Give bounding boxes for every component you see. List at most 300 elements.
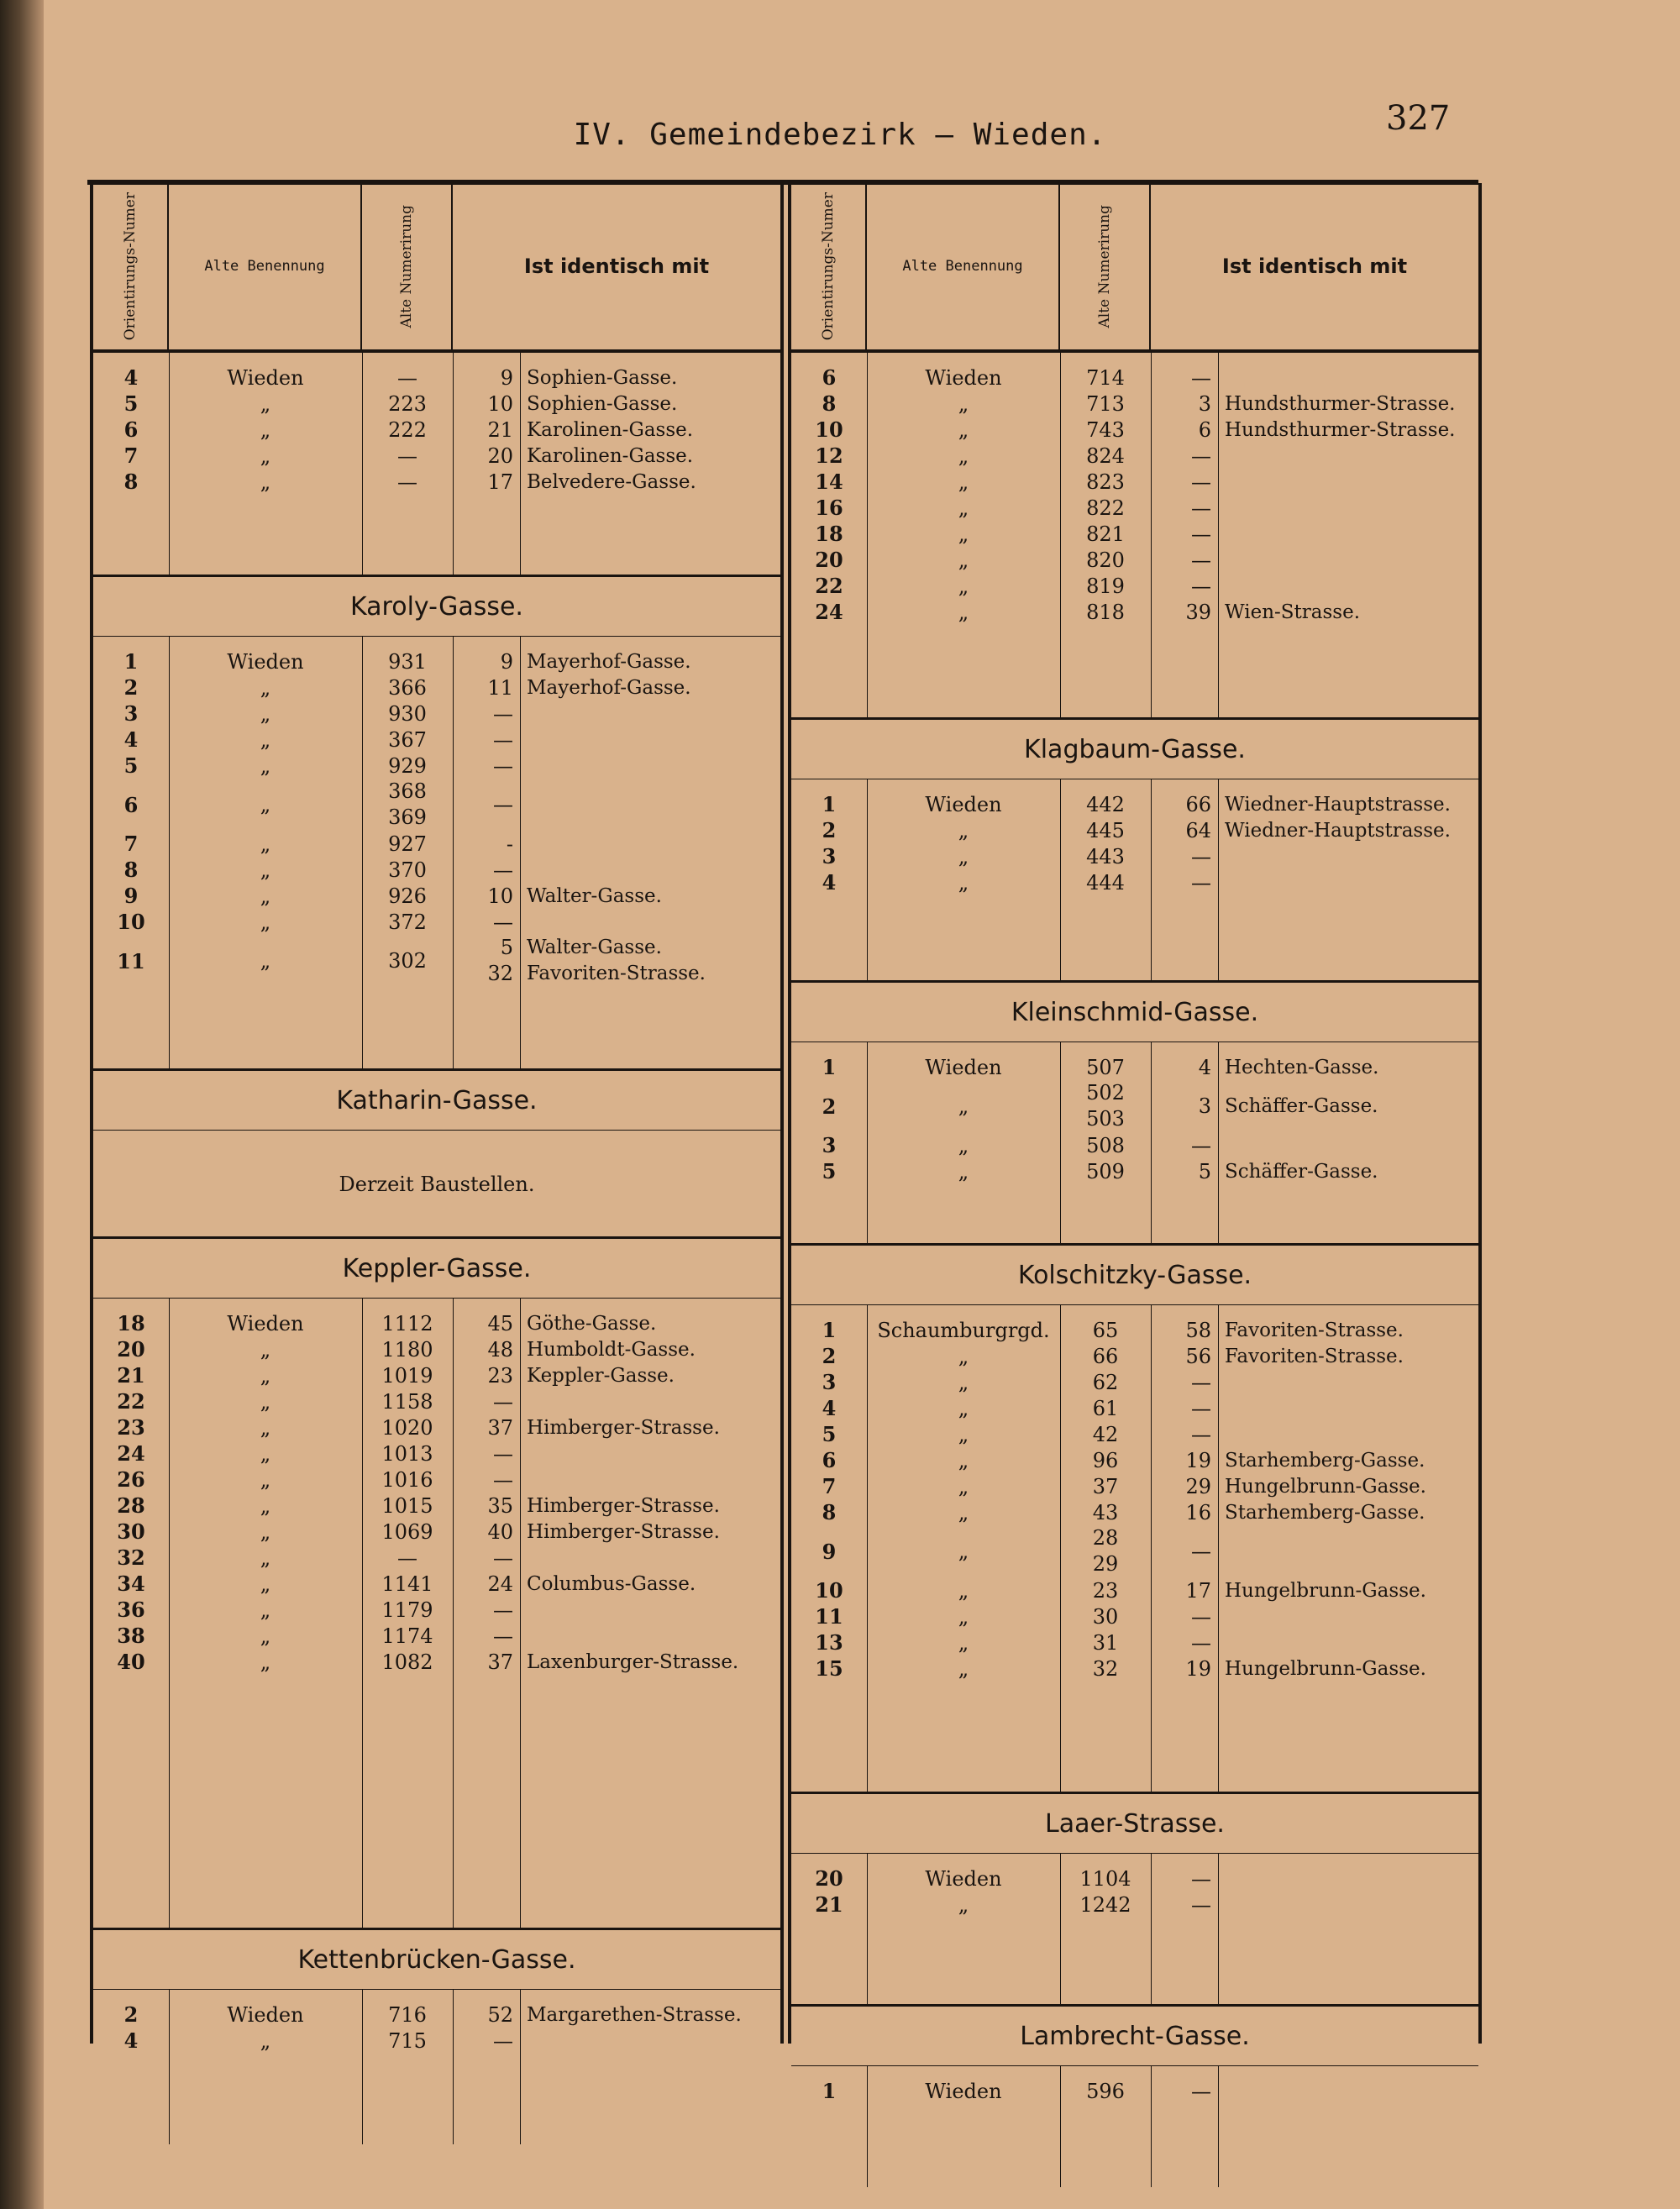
identical-street-part: Favoriten-Strasse.	[527, 963, 706, 984]
new-number: —	[1191, 1370, 1211, 1394]
alte-benennung: Wieden	[925, 792, 1002, 816]
alte-numerirung: 507	[1086, 1055, 1125, 1079]
alte-benennung: „	[260, 1415, 271, 1440]
street-section	[93, 1236, 780, 1928]
table-row	[791, 1343, 1478, 1369]
alte-numerirung: 1015	[381, 1493, 433, 1518]
alte-benennung: „	[260, 1389, 271, 1414]
alte-numerirung-part: 29	[1092, 1552, 1119, 1576]
orientation-number: 6	[123, 792, 139, 817]
alte-benennung: Wieden	[925, 1866, 1002, 1891]
orientation-number: 3	[822, 844, 837, 868]
alte-numerirung: 444	[1086, 870, 1125, 895]
alte-benennung: „	[260, 675, 271, 700]
table-row	[93, 469, 780, 495]
book-spine	[0, 0, 44, 2209]
alte-benennung: „	[958, 1094, 969, 1118]
new-number: 9	[500, 365, 513, 390]
identical-street: Hungelbrunn-Gasse.	[1225, 1657, 1426, 1680]
alte-benennung: „	[260, 793, 271, 816]
orientation-number: 4	[123, 727, 139, 752]
new-number: —	[1191, 1540, 1211, 1563]
table-row	[791, 1865, 1478, 1892]
new-number: —	[493, 701, 513, 726]
alte-numerirung: 32	[1092, 1656, 1119, 1681]
table-row	[791, 869, 1478, 895]
new-number: —	[1191, 1630, 1211, 1655]
alte-numerirung: 1104	[1079, 1866, 1131, 1891]
identical-street: Keppler-Gasse.	[527, 1364, 675, 1387]
alte-numerirung: —	[397, 443, 417, 468]
new-number: —	[1191, 2079, 1211, 2103]
new-number: —	[493, 1441, 513, 1466]
alte-numerirung-part: 503	[1086, 1107, 1125, 1131]
table-row	[93, 1597, 780, 1623]
alte-benennung: „	[958, 1474, 969, 1498]
table-row	[93, 1649, 780, 1675]
table-row	[791, 1395, 1478, 1421]
new-number: 6	[1198, 417, 1211, 442]
alte-benennung: „	[958, 496, 969, 520]
section-rows	[791, 2066, 1478, 2187]
table-row	[791, 1629, 1478, 1655]
new-number: —	[1191, 365, 1211, 390]
street-section	[791, 353, 1478, 717]
alte-numerirung: 30	[1092, 1604, 1119, 1629]
orientation-number: 24	[117, 1441, 145, 1466]
orientation-number: 2	[822, 1094, 837, 1119]
alte-numerirung: 442	[1086, 792, 1125, 816]
alte-numerirung: 931	[388, 649, 427, 674]
orientation-number: 1	[822, 1318, 837, 1342]
new-number: —	[1191, 443, 1211, 468]
table-row	[93, 1362, 780, 1388]
orientation-number: 1	[123, 649, 139, 674]
alte-numerirung-part: 369	[388, 805, 427, 829]
new-number: 58	[1185, 1318, 1211, 1342]
new-number: 19	[1185, 1448, 1211, 1472]
section-rows	[791, 1305, 1478, 1792]
table-row	[93, 2002, 780, 2028]
identical-street: Schäffer-Gasse.	[1225, 1160, 1378, 1183]
alte-numerirung	[362, 779, 453, 831]
new-number: 4	[1198, 1055, 1211, 1079]
orientation-number: 7	[822, 1474, 837, 1498]
alte-benennung: „	[958, 1630, 969, 1655]
section-title: Kleinschmid-Gasse.	[791, 983, 1478, 1042]
table-row	[93, 1493, 780, 1519]
table-row	[791, 573, 1478, 599]
alte-benennung: „	[260, 470, 271, 494]
table-row	[791, 1499, 1478, 1525]
alte-benennung: „	[260, 1650, 271, 1674]
identical-street: Hungelbrunn-Gasse.	[1225, 1579, 1426, 1602]
new-number: 10	[487, 884, 513, 908]
table-row	[93, 779, 780, 831]
header-orientation: Orientirungs-Numer	[93, 183, 169, 349]
alte-benennung: „	[958, 1578, 969, 1603]
new-number: —	[493, 2028, 513, 2053]
new-number: 10	[487, 391, 513, 416]
identical-street: Walter-Gasse.	[527, 884, 662, 907]
orientation-number: 10	[815, 1578, 843, 1603]
orientation-number: 9	[822, 1539, 837, 1564]
identical-street: Margarethen-Strasse.	[527, 2003, 742, 2026]
section-rows	[93, 1299, 780, 1928]
new-number: 29	[1185, 1474, 1211, 1498]
orientation-number: 10	[117, 910, 145, 934]
identical-street: Himberger-Strasse.	[527, 1416, 720, 1439]
orientation-number: 8	[822, 391, 837, 416]
alte-numerirung: —	[397, 365, 417, 390]
orientation-number: 38	[117, 1624, 145, 1648]
orientation-number: 30	[117, 1519, 145, 1544]
table-row	[93, 443, 780, 469]
orientation-number: 2	[822, 818, 837, 842]
orientation-number: 1	[822, 2079, 837, 2103]
orientation-number: 2	[822, 1344, 837, 1368]
orientation-number: 20	[815, 1866, 843, 1891]
new-number: —	[493, 1389, 513, 1414]
orientation-number: 2	[123, 675, 139, 700]
orientation-number: 7	[123, 443, 139, 468]
alte-benennung: Wieden	[925, 365, 1002, 390]
new-number: —	[1191, 522, 1211, 546]
new-number: 48	[487, 1337, 513, 1362]
identical-street: Wien-Strasse.	[1225, 601, 1361, 623]
new-number: —	[1191, 1422, 1211, 1446]
orientation-number: 4	[123, 365, 139, 390]
orientation-number: 21	[117, 1363, 145, 1388]
table-row	[93, 857, 780, 883]
new-number: 52	[487, 2002, 513, 2027]
alte-numerirung: 1082	[381, 1650, 433, 1674]
identical-street: Hechten-Gasse.	[1225, 1056, 1379, 1078]
identical-street: Sophien-Gasse.	[527, 366, 678, 389]
table-row	[791, 1577, 1478, 1603]
identical-street: Schäffer-Gasse.	[1225, 1095, 1378, 1117]
identical-street: Hundsthurmer-Strasse.	[1225, 418, 1456, 441]
new-number: —	[1191, 548, 1211, 572]
new-number: 20	[487, 443, 513, 468]
new-number: 9	[500, 649, 513, 674]
table-row	[791, 1158, 1478, 1184]
alte-benennung: „	[958, 1396, 969, 1420]
table-row	[93, 674, 780, 700]
alte-numerirung: 743	[1086, 417, 1125, 442]
new-number: 39	[1185, 600, 1211, 624]
table-row	[93, 1336, 780, 1362]
section-rows	[791, 1042, 1478, 1243]
table-row	[93, 700, 780, 727]
alte-benennung: „	[260, 858, 271, 882]
section-rows	[93, 353, 780, 575]
alte-benennung: „	[260, 1598, 271, 1622]
alte-numerirung: 596	[1086, 2079, 1125, 2103]
orientation-number: 13	[815, 1630, 843, 1655]
orientation-number: 8	[123, 470, 139, 494]
new-number: 3	[1198, 1094, 1211, 1118]
table-row	[791, 817, 1478, 843]
alte-numerirung: 821	[1086, 522, 1125, 546]
alte-numerirung: 370	[388, 858, 427, 882]
orientation-number: 34	[117, 1571, 145, 1596]
alte-benennung: „	[958, 1604, 969, 1629]
alte-numerirung: 367	[388, 727, 427, 752]
alte-benennung: „	[958, 522, 969, 546]
alte-benennung: „	[958, 844, 969, 868]
table-row	[791, 1317, 1478, 1343]
orientation-number: 21	[815, 1892, 843, 1917]
new-number	[453, 935, 520, 987]
alte-numerirung-stack	[362, 779, 453, 831]
alte-benennung: „	[958, 1133, 969, 1157]
table-row	[93, 831, 780, 857]
section-title: Laaer-Strasse.	[791, 1794, 1478, 1854]
alte-benennung: „	[260, 443, 271, 468]
alte-benennung: „	[260, 727, 271, 752]
alte-numerirung: 366	[388, 675, 427, 700]
orientation-number: 22	[117, 1389, 145, 1414]
alte-numerirung: 822	[1086, 496, 1125, 520]
orientation-number: 2	[123, 2002, 139, 2027]
new-number: —	[493, 1545, 513, 1570]
alte-numerirung: 819	[1086, 574, 1125, 598]
table-row	[791, 599, 1478, 625]
table-row	[93, 727, 780, 753]
identical-street: Himberger-Strasse.	[527, 1520, 720, 1543]
alte-numerirung: 1242	[1079, 1892, 1131, 1917]
new-number: —	[1191, 844, 1211, 868]
street-section	[791, 1792, 1478, 2004]
alte-numerirung: 926	[388, 884, 427, 908]
table-row	[791, 391, 1478, 417]
identical-street: Hundsthurmer-Strasse.	[1225, 392, 1456, 415]
alte-numerirung: 66	[1092, 1344, 1119, 1368]
alte-numerirung: 824	[1086, 443, 1125, 468]
table-row	[791, 495, 1478, 521]
alte-numerirung: 61	[1092, 1396, 1119, 1420]
orientation-number: 8	[123, 858, 139, 882]
alte-numerirung: 1020	[381, 1415, 433, 1440]
alte-numerirung: 23	[1092, 1578, 1119, 1603]
alte-numerirung-part: 368	[388, 779, 427, 803]
alte-numerirung: 1158	[381, 1389, 433, 1414]
new-number: 11	[487, 675, 513, 700]
orientation-number: 1	[822, 1055, 837, 1079]
orientation-number: 26	[117, 1467, 145, 1492]
alte-numerirung: —	[397, 1545, 417, 1570]
alte-benennung: „	[958, 574, 969, 598]
street-section	[791, 2004, 1478, 2187]
alte-benennung: „	[260, 1493, 271, 1518]
street-section	[93, 353, 780, 575]
orientation-number: 10	[815, 417, 843, 442]
new-number: 17	[487, 470, 513, 494]
identical-street: Mayerhof-Gasse.	[527, 650, 691, 673]
orientation-number: 8	[822, 1500, 837, 1524]
new-number: 37	[487, 1650, 513, 1674]
column-header	[93, 183, 780, 353]
section-title: Katharin-Gasse.	[93, 1071, 780, 1131]
alte-numerirung: 930	[388, 701, 427, 726]
orientation-number: 28	[117, 1493, 145, 1518]
street-section	[791, 980, 1478, 1243]
alte-numerirung: 818	[1086, 600, 1125, 624]
table-row	[93, 1440, 780, 1467]
new-number: —	[1191, 470, 1211, 494]
alte-benennung: „	[958, 1448, 969, 1472]
new-number: —	[493, 910, 513, 934]
table-row	[791, 1080, 1478, 1132]
identical-street: Humboldt-Gasse.	[527, 1338, 696, 1361]
table-row	[791, 547, 1478, 573]
table-row	[93, 1571, 780, 1597]
alte-benennung: Wieden	[227, 1311, 304, 1335]
alte-numerirung: 65	[1092, 1318, 1119, 1342]
identical-street: Laxenburger-Strasse.	[527, 1650, 739, 1673]
table-row	[791, 1369, 1478, 1395]
new-number: —	[1191, 1396, 1211, 1420]
street-section	[93, 1068, 780, 1236]
new-number: 35	[487, 1493, 513, 1518]
alte-numerirung: 1141	[381, 1571, 433, 1596]
identical-street: Columbus-Gasse.	[527, 1572, 696, 1595]
orientation-number: 15	[815, 1656, 843, 1681]
header-identisch: Ist identisch mit	[523, 254, 710, 278]
new-number: —	[1191, 1866, 1211, 1891]
alte-benennung: Schaumburgrgd.	[877, 1318, 1050, 1342]
alte-numerirung: 1069	[381, 1519, 433, 1544]
alte-benennung: „	[958, 391, 969, 416]
header-alte-numerirung: Alte Numerirung	[362, 183, 453, 349]
new-number-stack	[453, 935, 513, 987]
alte-benennung: Wieden	[227, 365, 304, 390]
orientation-number: 40	[117, 1650, 145, 1674]
street-section	[791, 717, 1478, 980]
new-number: 19	[1185, 1656, 1211, 1681]
alte-numerirung: 37	[1092, 1474, 1119, 1498]
alte-numerirung: 1019	[381, 1363, 433, 1388]
identical-street: Himberger-Strasse.	[527, 1494, 720, 1517]
alte-benennung: „	[958, 548, 969, 572]
new-number: —	[1191, 1133, 1211, 1157]
identical-street-part: Walter-Gasse.	[527, 937, 662, 958]
table-row	[93, 1310, 780, 1336]
table-row	[93, 648, 780, 674]
orientation-number: 3	[822, 1370, 837, 1394]
section-note: Derzeit Baustellen.	[339, 1173, 535, 1196]
identical-street: Hungelbrunn-Gasse.	[1225, 1475, 1426, 1498]
orientation-number: 18	[815, 522, 843, 546]
identical-street	[520, 935, 780, 987]
alte-benennung: „	[260, 910, 271, 934]
table-row	[93, 753, 780, 779]
street-section	[93, 575, 780, 1068]
new-number: 17	[1185, 1578, 1211, 1603]
orientation-number: 16	[815, 496, 843, 520]
orientation-number: 24	[815, 600, 843, 624]
new-number: —	[493, 858, 513, 882]
section-rows	[93, 1990, 780, 2144]
alte-numerirung-stack	[1060, 1525, 1151, 1577]
alte-numerirung: 1112	[381, 1311, 433, 1335]
orientation-number: 5	[822, 1422, 837, 1446]
alte-numerirung: 443	[1086, 844, 1125, 868]
identical-street-stack	[527, 935, 780, 987]
new-number: —	[1191, 1892, 1211, 1917]
orientation-number: 3	[822, 1133, 837, 1157]
alte-benennung: „	[958, 1500, 969, 1524]
orientation-number: 18	[117, 1311, 145, 1335]
orientation-number: 1	[822, 792, 837, 816]
alte-benennung: „	[260, 1337, 271, 1362]
table-row	[93, 1414, 780, 1440]
new-number: —	[493, 793, 513, 816]
table-row	[93, 365, 780, 391]
alte-benennung: „	[958, 1540, 969, 1563]
orientation-number: 32	[117, 1545, 145, 1570]
table-row	[791, 521, 1478, 547]
alte-benennung: „	[958, 1344, 969, 1368]
new-number: —	[493, 1598, 513, 1622]
new-number: —	[493, 727, 513, 752]
alte-numerirung	[1060, 1525, 1151, 1577]
alte-numerirung: 1180	[381, 1337, 433, 1362]
page-title: IV. Gemeindebezirk — Wieden.	[573, 118, 1107, 152]
table-row	[93, 935, 780, 987]
street-section	[93, 1928, 780, 2144]
orientation-number: 6	[822, 365, 837, 390]
table-row	[93, 909, 780, 935]
header-orientation: Orientirungs-Numer	[791, 183, 867, 349]
table-row	[791, 2078, 1478, 2104]
new-number: 5	[1198, 1159, 1211, 1183]
header-identisch: Ist identisch mit	[1221, 254, 1408, 278]
page-number: 327	[1386, 99, 1451, 138]
alte-numerirung: 96	[1092, 1448, 1119, 1472]
alte-numerirung: 509	[1086, 1159, 1125, 1183]
new-number: 37	[487, 1415, 513, 1440]
alte-numerirung: 223	[388, 391, 427, 416]
table-row	[791, 443, 1478, 469]
alte-numerirung: 714	[1086, 365, 1125, 390]
right-column	[788, 183, 1482, 2103]
new-number: —	[1191, 870, 1211, 895]
identical-street: Starhemberg-Gasse.	[1225, 1449, 1425, 1472]
orientation-number: 5	[123, 753, 139, 778]
alte-benennung: „	[260, 1519, 271, 1544]
section-title: Klagbaum-Gasse.	[791, 720, 1478, 779]
identical-street: Mayerhof-Gasse.	[527, 676, 691, 699]
identical-street: Karolinen-Gasse.	[527, 444, 694, 467]
alte-numerirung: 715	[388, 2028, 427, 2053]
new-number: 56	[1185, 1344, 1211, 1368]
alte-benennung: „	[260, 949, 271, 973]
alte-benennung: Wieden	[925, 1055, 1002, 1079]
alte-benennung: „	[260, 753, 271, 778]
alte-benennung: „	[260, 1571, 271, 1596]
alte-benennung: „	[260, 1624, 271, 1648]
alte-benennung: „	[260, 701, 271, 726]
identical-street: Sophien-Gasse.	[527, 392, 678, 415]
alte-benennung: „	[260, 1467, 271, 1492]
column-header	[791, 183, 1478, 353]
alte-benennung: „	[958, 470, 969, 494]
alte-numerirung: 222	[388, 417, 427, 442]
alte-benennung: „	[260, 1545, 271, 1570]
header-alte-benennung: Alte Benennung	[169, 183, 362, 349]
